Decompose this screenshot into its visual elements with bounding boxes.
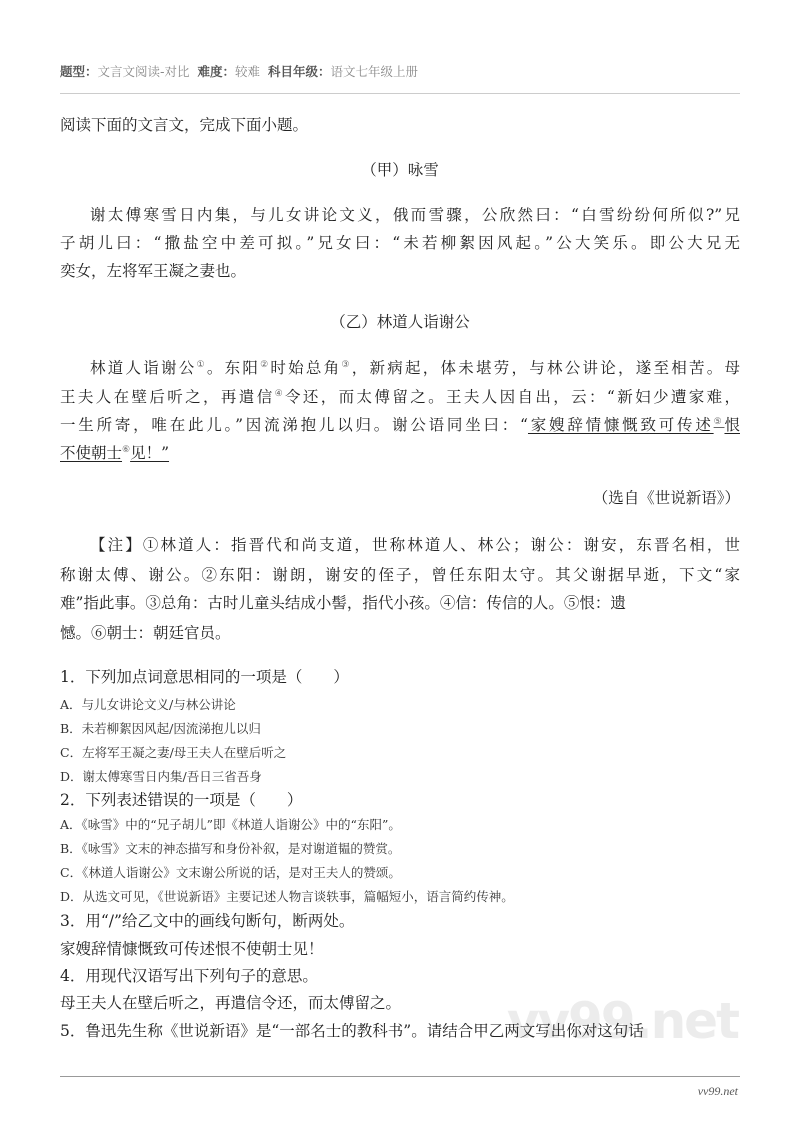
note-marker: ①	[196, 360, 207, 370]
q2-option-d: D．从选文可见，《世说新语》主要记述人物言谈轶事，篇幅短小，语言简约传神。	[60, 889, 514, 904]
intro: 阅读下面的文言文，完成下面小题。	[60, 116, 309, 134]
note-marker: ④	[274, 389, 286, 399]
underlined-sentence: 恨	[724, 416, 740, 434]
source: （选自《世说新语》）	[592, 489, 740, 507]
text: 令还，而太傅留之。王夫人因自出，云：“新妇少遭家难，	[285, 388, 740, 406]
question-3-stem: 3．用“/”给乙文中的画线句断句，断两处。	[60, 912, 355, 930]
question-4-text: 母王夫人在壁后听之，再遣信令还，而太傅留之。	[60, 994, 402, 1012]
passage-a-title: （甲）咏雪	[361, 161, 439, 179]
passage-b-line	[60, 387, 740, 407]
text: 林道人诣谢公	[90, 359, 197, 377]
q2-option-b: B．《咏雪》文末的神态描写和身份补叙，是对谢道韫的赞赏。	[60, 841, 401, 856]
passage-a-line: 子胡儿曰：“撒盐空中差可拟。”兄女曰：“未若柳絮因风起。”公大笑乐。即公大兄无	[60, 234, 740, 252]
note-marker: ⑤	[713, 417, 725, 427]
passage-a-line	[60, 205, 740, 225]
question-5-stem: 5．鲁迅先生称《世说新语》是“一部名士的教科书”。请结合甲乙两文写出你对这句话	[60, 1022, 644, 1040]
note-line	[60, 535, 740, 555]
q1-option-d: D．谢太傅寒雪日内集/吾日三省吾身	[60, 769, 262, 784]
note-line: 难”指此事。③总角：古时儿童头结成小髻，指代小孩。④信：传信的人。⑤恨：遗	[60, 594, 626, 612]
note-marker: ③	[341, 360, 352, 370]
question-2-stem: 2．下列表述错误的一项是（ ）	[60, 791, 303, 809]
type-label: 题型：	[60, 64, 98, 79]
note-marker: ⑥	[122, 445, 131, 455]
underlined-sentence: 见！”	[130, 444, 170, 462]
text: ，新病起，体未堪劳，与林公讲论，遂至相苦。母	[351, 359, 740, 377]
q1-option-b: B．未若柳絮因风起/因流涕抱儿以归	[60, 721, 261, 736]
passage-b-line	[60, 358, 740, 378]
text: 谢太傅寒雪日内集，与儿女讲论文义，俄而雪骤，公欣然曰：“白雪纷纷何所似?”兄	[90, 206, 740, 224]
subject-value: 语文七年级上册	[330, 64, 418, 79]
passage-a-line: 奕女，左将军王凝之妻也。	[60, 262, 247, 280]
passage-b-title: （乙）林道人诣谢公	[330, 313, 470, 331]
question-3-text: 家嫂辞情慷慨致可传述恨不使朝士见！	[60, 940, 324, 958]
passage-b-line	[60, 443, 740, 463]
text: 时始总角	[270, 359, 342, 377]
passage-b-line	[60, 415, 740, 435]
meta-header	[60, 62, 740, 80]
header-divider	[60, 93, 740, 94]
underlined-sentence: 家嫂辞情慷慨致可传述	[527, 416, 714, 434]
q2-option-c: C．《林道人诣谢公》文末谢公所说的话，是对王夫人的赞颂。	[60, 865, 401, 880]
type-value: 文言文阅读-对比	[97, 64, 190, 79]
difficulty-value: 较难	[235, 64, 261, 79]
text: 。东阳	[206, 359, 261, 377]
subject-label: 科目年级：	[267, 64, 331, 79]
q1-option-a: A．与儿女讲论文义/与林公讲论	[60, 697, 236, 712]
q1-option-c: C．左将军王凝之妻/母王夫人在壁后听之	[60, 745, 287, 760]
question-4-stem: 4．用现代汉语写出下列句子的意思。	[60, 967, 318, 985]
watermark: vv99.net	[506, 992, 738, 1050]
text: 王夫人在壁后听之，再遣信	[60, 388, 275, 406]
note-marker: ②	[260, 360, 271, 370]
text: 【注】①林道人：指晋代和尚支道，世称林道人、林公；谢公：谢安，东晋名相，世	[90, 536, 740, 554]
underlined-sentence: 不使朝士	[60, 444, 123, 462]
footer-site: vv99.net	[697, 1084, 738, 1098]
footer-divider	[60, 1076, 740, 1077]
question-1-stem: 1．下列加点词意思相同的一项是（ ）	[60, 668, 349, 686]
difficulty-label: 难度：	[197, 64, 235, 79]
note-line: 称谢太傅、谢公。②东阳：谢朗，谢安的侄子，曾任东阳太守。其父谢据早逝，下文“家	[60, 566, 740, 584]
note-line: 憾。⑥朝士：朝廷官员。	[60, 624, 231, 642]
text: 一生所寄，唯在此儿。”因流涕抱儿以归。谢公语同坐曰：“	[60, 416, 528, 434]
q2-option-a: A．《咏雪》中的“兄子胡儿”即《林道人诣谢公》中的“东阳”。	[60, 817, 401, 832]
